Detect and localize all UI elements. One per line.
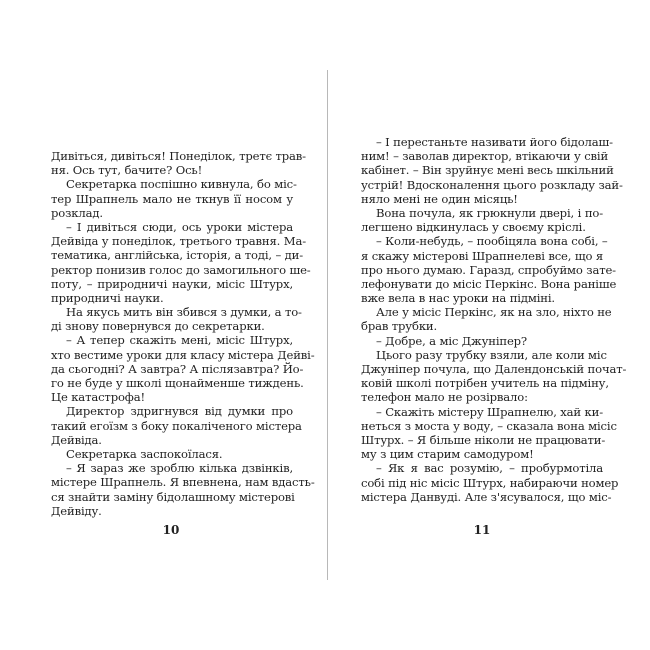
paragraph: [361, 347, 627, 405]
text-line: собі під ніс місіс Штурх, набираючи номер: [361, 475, 619, 490]
paragraph: [51, 461, 315, 518]
text-line: тер Шрапнель мало не ткнув її носом у: [51, 191, 293, 206]
text-line: Дейвіда у понеділок, третього травня. Ма-: [51, 234, 306, 249]
text-line: ді знову повернувся до секретарки.: [51, 319, 265, 334]
text-line: да сьогодні? А завтра? А післязавтра? Йо-: [51, 361, 304, 376]
text-line: – І перестаньте називати його бідолаш-: [376, 135, 613, 149]
paragraph: [51, 404, 302, 447]
text-line: тематика, англійська, історія, а тоді, – ди-: [51, 248, 304, 263]
text-line: Дейвіду.: [51, 503, 102, 518]
text-line: – А тепер скажіть мені, місіс Штурх,: [66, 333, 293, 348]
left-page-number: 10: [162, 523, 180, 537]
text-line: Але у місіс Перкінс, як на зло, ніхто не: [376, 305, 612, 320]
text-line: лефонувати до місіс Перкінс. Вона раніше: [361, 276, 617, 291]
text-line: му з цим старим самодуром!: [361, 447, 534, 462]
text-line: брав трубки.: [361, 319, 438, 334]
text-line: ним! – заволав директор, втікаючи у свій: [361, 149, 609, 164]
paragraph: [51, 219, 311, 305]
paragraph: [361, 334, 603, 348]
text-line: містера Данвуді. Але з'ясувалося, що міс-: [361, 489, 612, 504]
text-line: про нього думаю. Гаразд, спробуймо зате-: [361, 262, 616, 277]
text-line: неться з моста у воду, – сказала вона місіс: [361, 418, 617, 433]
text-line: няло мені не один місяць!: [361, 191, 518, 206]
paragraph: [51, 177, 297, 220]
text-line: Штурх. – Я більше ніколи не працювати-: [361, 432, 606, 447]
text-line: кабінет. – Він зруйнує мені весь шкільний: [361, 163, 614, 178]
text-line: розклад.: [51, 205, 103, 220]
text-line: Вона почула, як грюкнули двері, і по-: [376, 205, 603, 220]
text-line: легшено відкинулась у своєму кріслі.: [361, 220, 586, 235]
text-line: ковій школі потрібен учитель на підміну,: [361, 376, 609, 391]
paragraph: [51, 149, 306, 178]
paragraph: [361, 404, 617, 462]
text-line: я скажу містерові Шрапнелеві все, що я: [361, 248, 603, 263]
text-line: такий егоїзм з боку покаліченого містера: [51, 418, 302, 433]
paragraph: [51, 447, 293, 461]
paragraph: [361, 234, 617, 306]
text-line: Секретарка поспішно кивнула, бо міс-: [66, 177, 297, 192]
text-line: поту, – природничі науки, місіс Штурх,: [51, 276, 293, 291]
text-line: ректор понизив голос до замогильного ше-: [51, 262, 311, 277]
text-line: – Я зараз же зроблю кілька дзвінків,: [66, 461, 293, 476]
text-line: Цього разу трубку взяли, але коли міс: [376, 347, 607, 362]
book-spine-gutter: [327, 70, 328, 580]
text-line: Секретарка заспокоїлася.: [66, 446, 223, 461]
text-line: – Добре, а міс Джуніпер?: [376, 333, 527, 348]
text-line: – І дивіться сюди, ось уроки містера: [66, 219, 293, 234]
text-line: – Скажіть містеру Шрапнелю, хай ки-: [376, 404, 603, 419]
text-line: хто вестиме уроки для класу містера Дейві-: [51, 347, 315, 362]
text-line: Директор здригнувся від думки про: [66, 404, 293, 419]
text-line: Дивіться, дивіться! Понеділок, третє трав-: [51, 149, 306, 163]
paragraph: [361, 206, 603, 234]
right-page-number: 11: [473, 523, 491, 537]
text-line: природничі науки.: [51, 290, 164, 305]
paragraph: [361, 135, 623, 206]
paragraph: [361, 461, 619, 504]
paragraph: [51, 305, 302, 334]
paragraph: [51, 333, 315, 405]
text-line: устрій! Вдосконалення цього розкладу зай-: [361, 177, 623, 192]
text-line: вже вела в нас уроки на підміні.: [361, 291, 555, 306]
text-line: Дейвіда.: [51, 432, 102, 447]
text-line: ня. Ось тут, бачите? Ось!: [51, 163, 203, 178]
left-page-text: [51, 149, 315, 518]
text-line: – Як я вас розумію, – пробурмотіла: [376, 461, 603, 476]
text-line: На якусь мить він збився з думки, а то-: [66, 305, 302, 320]
text-line: го не буде у школі щонайменше тиждень.: [51, 376, 304, 390]
text-line: містере Шрапнель. Я впевнена, нам вдасть-: [51, 475, 315, 490]
text-line: Це катастрофа!: [51, 390, 145, 405]
paragraph: [361, 305, 612, 334]
right-page-text: [361, 135, 627, 504]
text-line: – Коли-небудь, – пообіцяла вона собі, –: [376, 234, 608, 249]
text-line: Джуніпер почула, що Далендонській почат-: [361, 362, 627, 376]
text-line: телефон мало не розірвало:: [361, 390, 528, 405]
text-line: ся знайти заміну бідолашному містерові: [51, 489, 295, 504]
